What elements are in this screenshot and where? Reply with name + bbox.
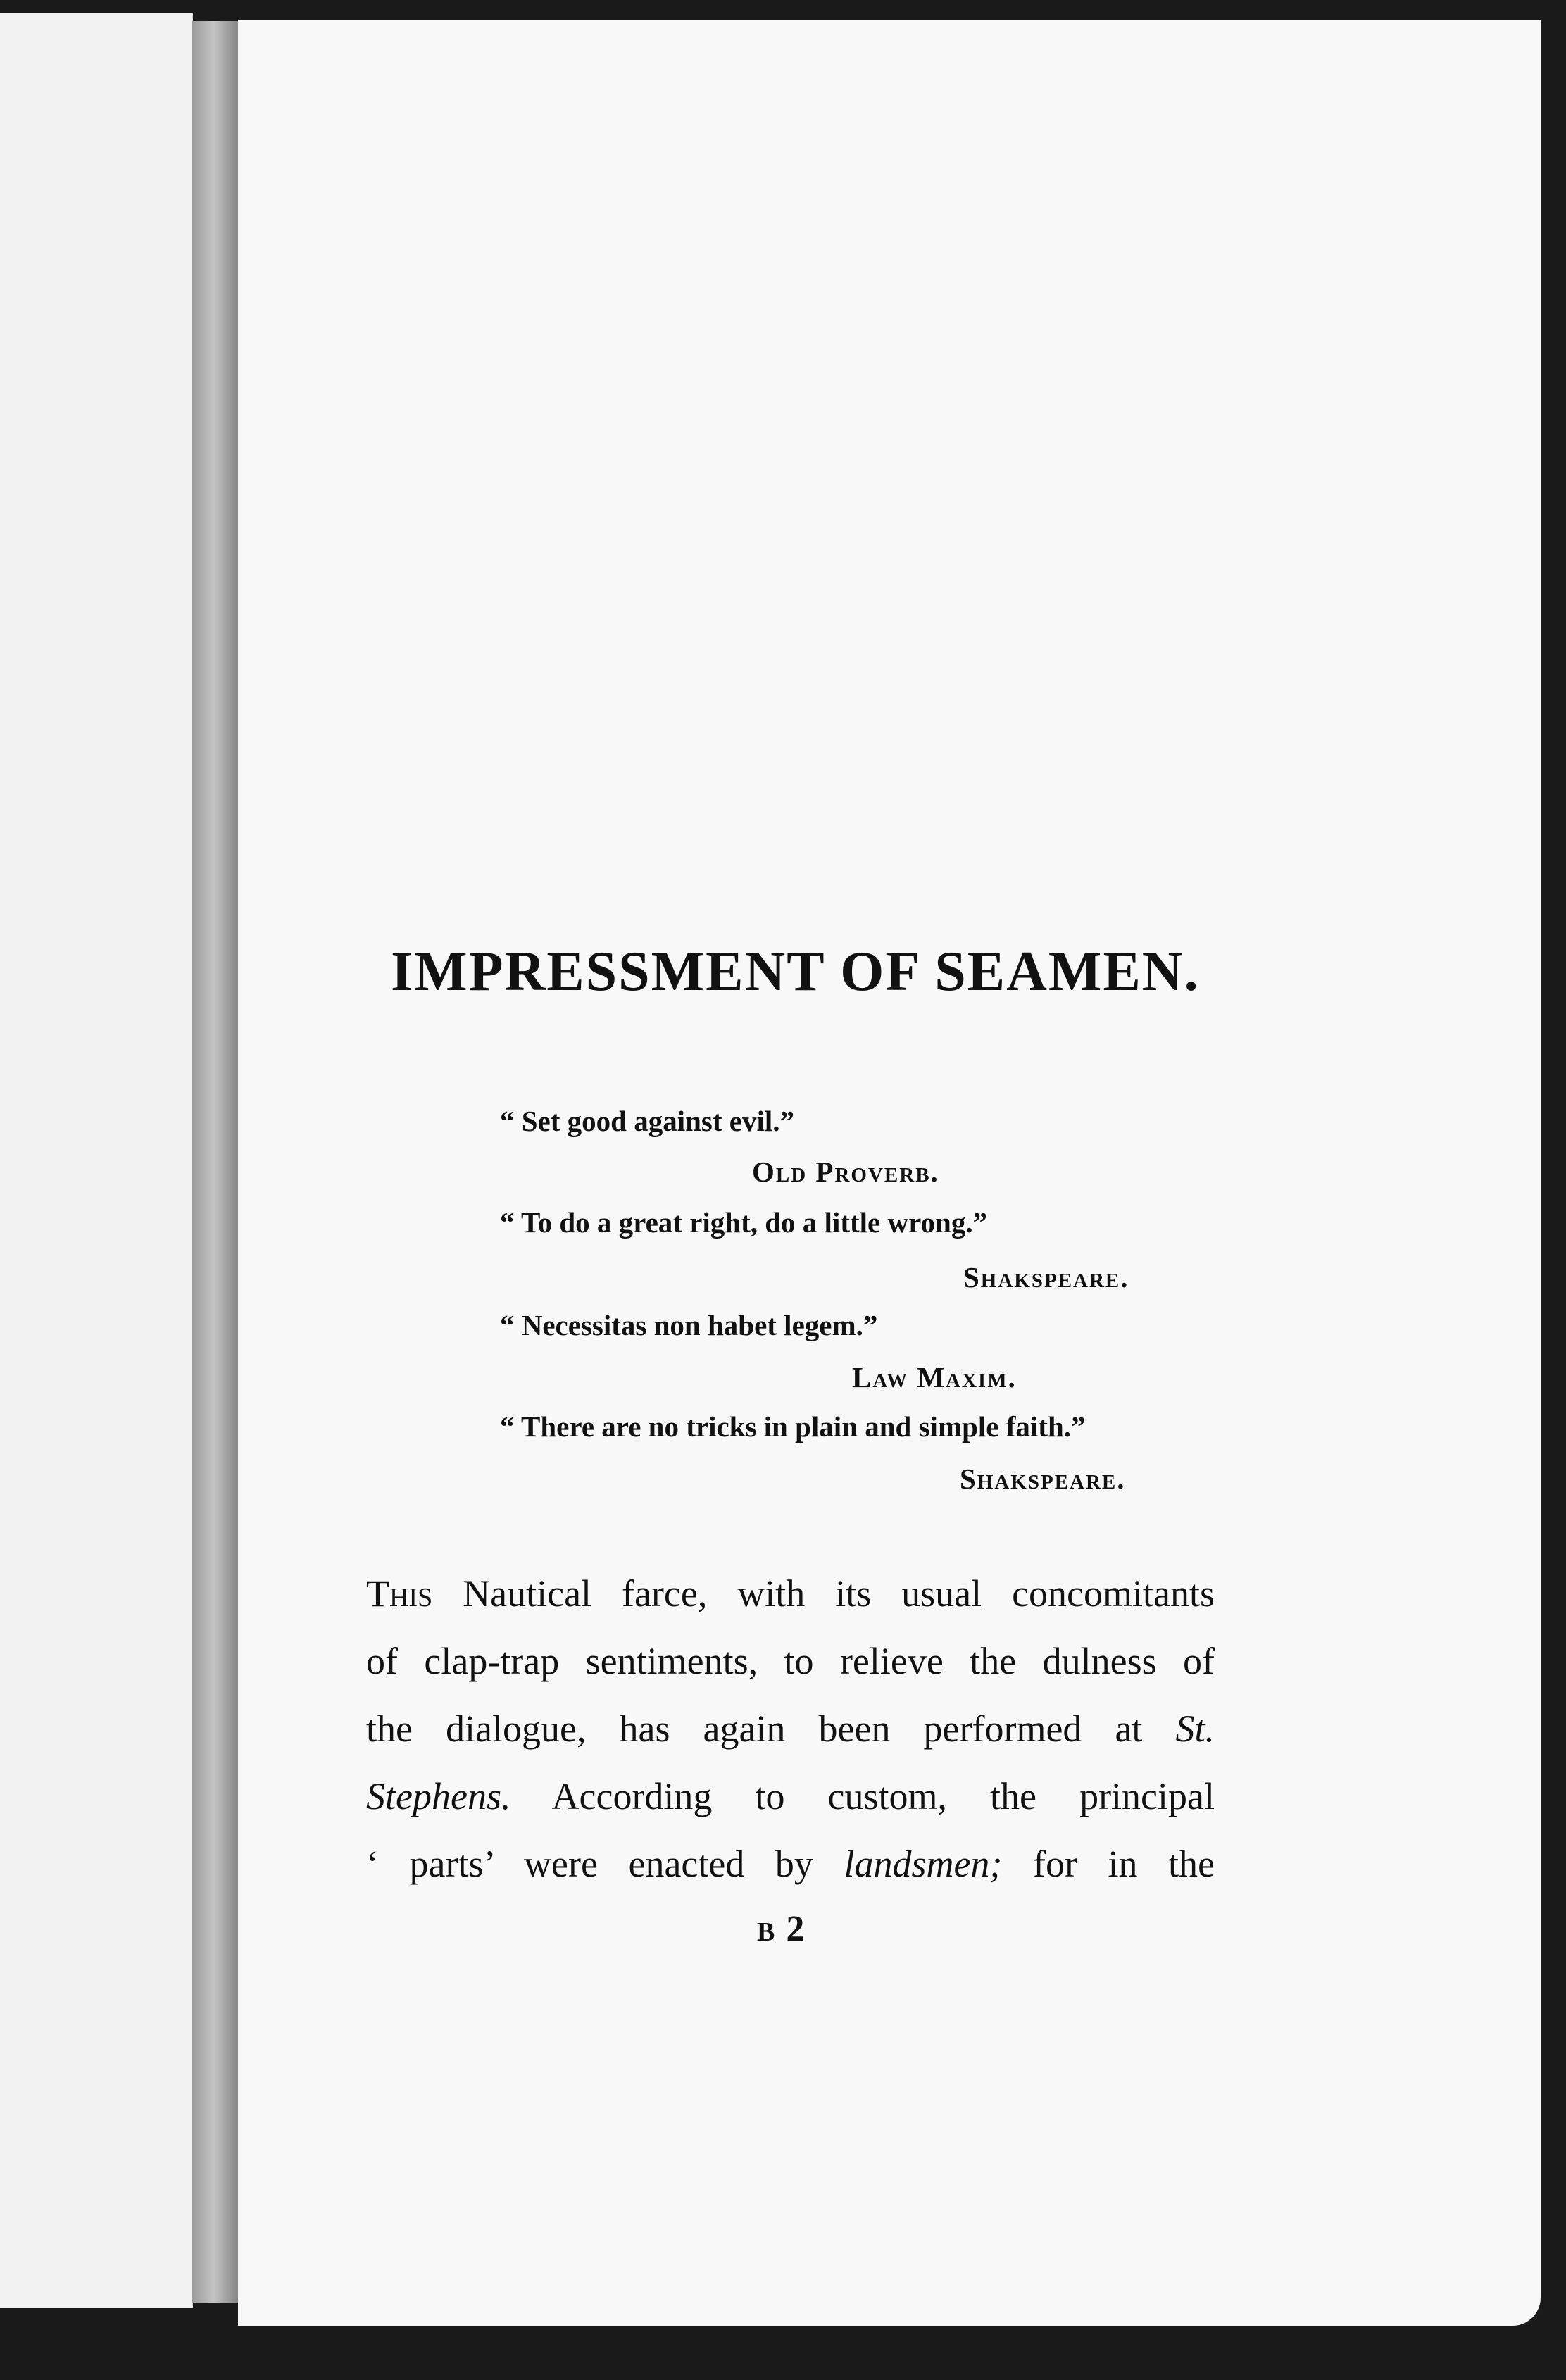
epigraph-attribution: Shakspeare. [960, 1463, 1126, 1495]
italic-text: Stephens. [366, 1775, 511, 1817]
body-line: of clap-trap sentiments, to relieve the dulness of [366, 1640, 1215, 1682]
italic-text: St. [1175, 1708, 1215, 1750]
epigraph-quote: “ Set good against evil.” [500, 1105, 794, 1137]
epigraph-attribution: Law Maxim. [852, 1361, 1017, 1393]
body-text-span: for in the [1002, 1843, 1215, 1885]
epigraph-quote: “ To do a great right, do a little wrong.” [500, 1206, 988, 1239]
body-text-span: the dialogue, has again been performed at [366, 1708, 1176, 1750]
facing-page [0, 13, 193, 2308]
body-line [366, 1762, 1215, 1830]
body-text-span: According to custom, the principal [510, 1775, 1215, 1817]
signature-letter: B [757, 1917, 779, 1947]
drop-word: This [366, 1572, 433, 1615]
epigraph-quote: “ Necessitas non habet legem.” [500, 1309, 878, 1341]
body-line [366, 1560, 1215, 1627]
epigraph-attribution: Shakspeare. [963, 1261, 1129, 1294]
body-paragraph [366, 1560, 1215, 1898]
body-text-span: ‘ parts’ were enacted by [366, 1843, 844, 1885]
epigraph-attribution: Old Proverb. [752, 1155, 939, 1188]
signature-number: 2 [786, 1909, 809, 1949]
body-line [366, 1695, 1215, 1762]
body-line [366, 1830, 1215, 1898]
body-text-span: Nautical farce, with its usual concomitants [432, 1572, 1215, 1615]
page-title: IMPRESSMENT OF SEAMEN. [391, 941, 1200, 1003]
italic-text: landsmen; [844, 1843, 1003, 1885]
epigraph-quote: “ There are no tricks in plain and simple faith.” [500, 1410, 1086, 1443]
signature-mark [757, 1908, 808, 1950]
